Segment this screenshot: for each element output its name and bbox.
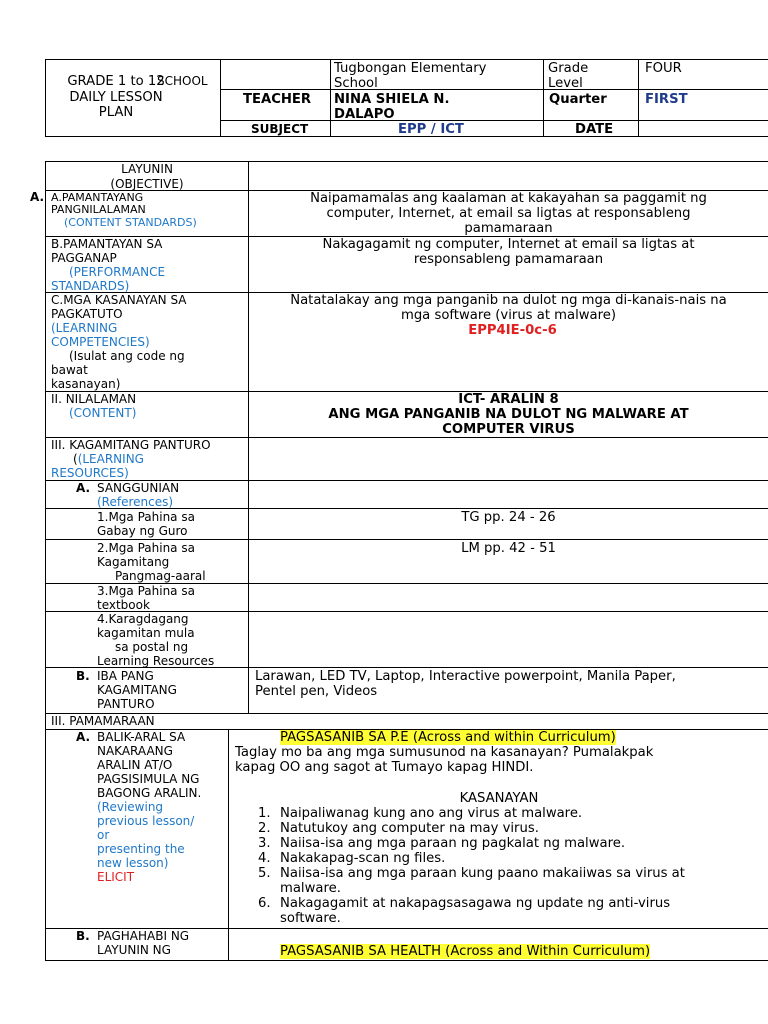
content-standards-label: A.PAMANTAYANG PANGNILALAMAN (CONTENT STANDARDS) — [51, 191, 197, 229]
quarter-value: FIRST — [645, 92, 688, 107]
procedure-a-intro: Taglay mo ba ang mga sumusunod na kasanayan? Pumalakpak kapag OO ang sagot at Tumayo kapag HINDI. — [235, 745, 654, 775]
section-a-marker: A. — [30, 190, 45, 204]
list-item: 1. Naipaliwanag kung ano ang virus at malware. — [258, 806, 583, 821]
pe-integration-banner: PAGSASANIB SA P.E (Across and within Curriculum) — [280, 730, 616, 745]
objective-heading: LAYUNIN (OBJECTIVE) — [110, 162, 184, 191]
reference-row-3-label: 3.Mga Pahina sa textbook — [97, 584, 195, 612]
date-label: DATE — [575, 122, 614, 137]
references-label: SANGGUNIAN (References) — [97, 481, 180, 509]
teacher-value: NINA SHIELA N. DALAPO — [334, 92, 450, 122]
resources-label: III. KAGAMITANG PANTURO ((LEARNING RESOURCES) — [51, 438, 211, 480]
list-item: 4. Nakakapag-scan ng files. — [258, 851, 446, 866]
header-title: GRADE 1 to 12 DAILY LESSON PLAN — [67, 74, 165, 120]
procedure-b-label: PAGHAHABI NG LAYUNIN NG — [97, 929, 190, 957]
content-label: II. NILALAMAN (CONTENT) — [51, 392, 137, 420]
references-marker: A. — [76, 481, 91, 495]
competency-code: EPP4IE-0c-6 — [468, 323, 557, 338]
health-integration-banner: PAGSASANIB SA HEALTH (Across and Within Curriculum) — [280, 944, 651, 959]
procedure-a-label: BALIK-ARAL SA NAKARAANG ARALIN AT/O PAGSISIMULA NG BAGONG ARALIN. (Reviewing previous lesson/ or presenting the new lesson) ELICIT — [97, 730, 202, 884]
reference-row-4-label: 4.Karagdagang kagamitan mula sa postal ng Learning Resources — [97, 612, 215, 668]
elicit-label: ELICIT — [97, 870, 135, 884]
reference-row-2-value: LM pp. 42 - 51 — [461, 541, 556, 556]
other-resources-value: Larawan, LED TV, Laptop, Interactive powerpoint, Manila Paper, Pentel pen, Videos — [255, 669, 676, 699]
competencies-value: Natatalakay ang mga panganib na dulot ng mga di-kanais-nais na mga software (virus at malware) EPP4IE-0c-6 — [249, 293, 768, 338]
grade-value: FOUR — [645, 61, 682, 76]
content-value: ICT- ARALIN 8 ANG MGA PANGANIB NA DULOT NG MALWARE AT COMPUTER VIRUS — [328, 392, 689, 437]
performance-standards-label: B.PAMANTAYAN SA PAGGANAP (PERFORMANCE STANDARDS) — [51, 237, 166, 293]
competencies-label: C.MGA KASANAYAN SA PAGKATUTO (LEARNING COMPETENCIES) (Isulat ang code ng bawat kasanayan) — [51, 293, 187, 391]
school-label: SCHOOL — [157, 74, 208, 88]
reference-row-1-label: 1.Mga Pahina sa Gabay ng Guro — [97, 510, 195, 538]
list-item: 2. Natutukoy ang computer na may virus. — [258, 821, 539, 836]
list-item: 6. Nakagagamit at nakapagsasagawa ng update ng anti-virus software. — [258, 896, 671, 926]
content-standards-value: Naipamamalas ang kaalaman at kakayahan sa paggamit ng computer, Internet, at email sa ligtas at responsableng pamamaraan — [310, 191, 707, 236]
skills-list — [258, 806, 685, 926]
teacher-label: TEACHER — [243, 92, 312, 107]
school-value: Tugbongan Elementary School — [334, 61, 487, 91]
skills-list-title: KASANAYAN — [459, 791, 539, 806]
subject-value: EPP / ICT — [398, 122, 464, 137]
list-item: 3. Naiisa-isa ang mga paraan ng pagkalat ng malware. — [258, 836, 626, 851]
quarter-label: Quarter — [549, 92, 607, 107]
subject-label: SUBJECT — [251, 122, 309, 136]
reference-row-1-value: TG pp. 24 - 26 — [461, 510, 556, 525]
list-item: 5. Naiisa-isa ang mga paraan kung paano makaiiwas sa virus at malware. — [258, 866, 685, 896]
procedures-label: III. PAMAMARAAN — [51, 714, 155, 728]
procedure-a-marker: A. — [76, 730, 91, 744]
procedure-b-marker: B. — [76, 929, 90, 943]
other-resources-label: IBA PANG KAGAMITANG PANTURO — [97, 669, 177, 711]
reference-row-2-label: 2.Mga Pahina sa Kagamitang Pangmag-aaral — [97, 541, 206, 583]
other-resources-marker: B. — [76, 669, 90, 683]
grade-label: Grade Level — [548, 61, 589, 91]
performance-standards-value: Nakagagamit ng computer, Internet at email sa ligtas at responsableng pamamaraan — [322, 237, 695, 267]
